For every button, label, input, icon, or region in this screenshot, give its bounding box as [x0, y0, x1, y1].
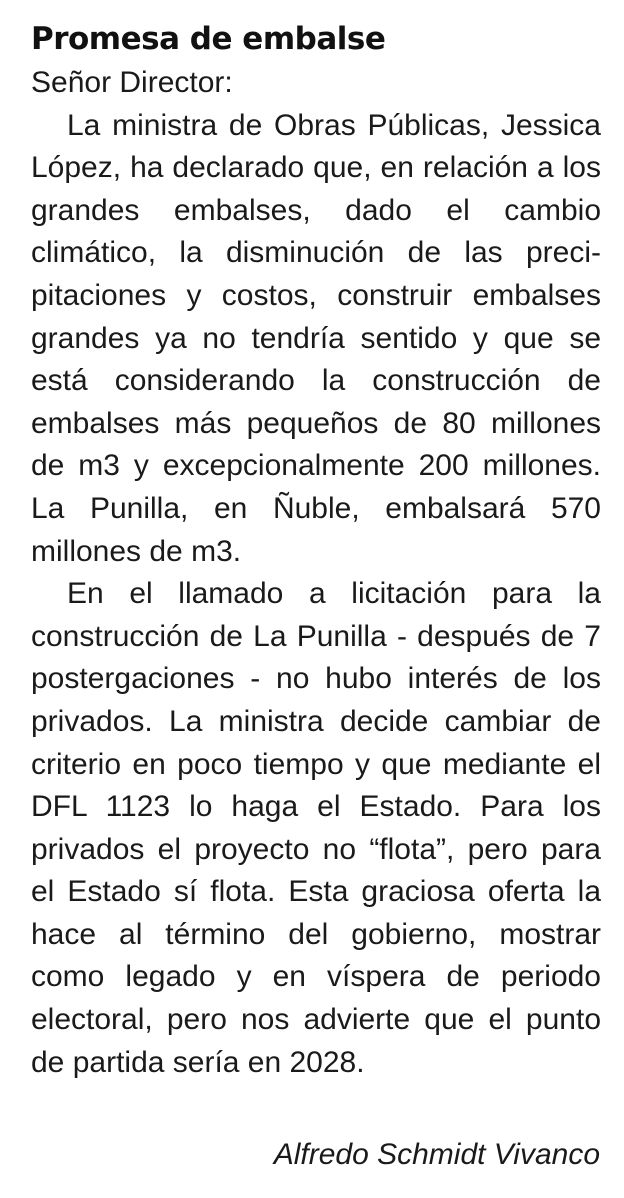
letter-signature: Alfredo Schmidt Vivanco — [273, 1138, 600, 1171]
letter-column — [31, 16, 601, 1084]
letter-paragraph-1: La ministra de Obras Públicas, Jessica López, ha declarado que, en relación a los grandes embalses, dado el cambio climático, la disminución de las precipitaciones y costos, construir embalses grandes ya no tendría sentido y que se está considerando la construcción de embalses más pequeños de 80 millones de m3 y excepcionalmente 200 millones. La Punilla, en Ñuble, embalsará 570 millones de m3. — [31, 108, 601, 568]
letter-headline: Promesa de embalse — [31, 21, 386, 57]
letter-salutation: Señor Director: — [31, 66, 233, 99]
letter-paragraph-2: En el llamado a licitación para la construcción de La Punilla - después de 7 postergaciones - no hubo interés de los privados. La ministra decide cambiar de criterio en poco tiempo y que mediante el DFL 1123 lo haga el Estado. Para los privados el proyecto no “flota”, pero para el Estado sí flota. Esta graciosa oferta la hace al término del gobierno, mostrar como legado y en víspera de periodo electoral, pero nos advierte que el punto de partida sería en 2028. — [31, 577, 601, 1079]
